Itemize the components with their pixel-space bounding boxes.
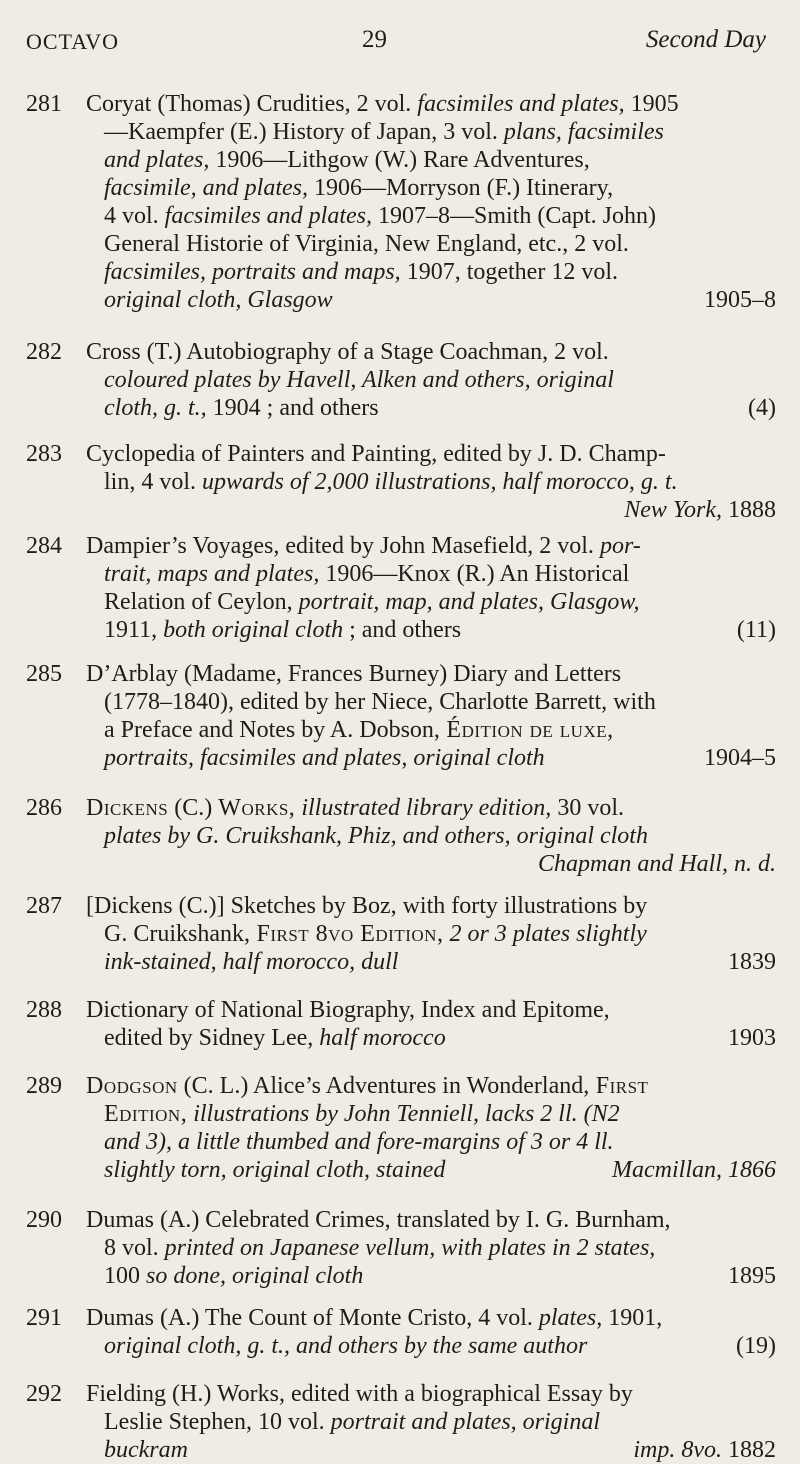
lot-imprint: Macmillan, 1866 (612, 1157, 776, 1183)
lot-text: original cloth, g. t., and others by the same author (19) (104, 1333, 776, 1359)
lot-text: and plates, 1906—Lithgow (W.) Rare Adventures, (104, 147, 590, 173)
lot-imprint: New York, 1888 (624, 497, 776, 523)
lot-number: 282 (26, 339, 62, 365)
lot-entry (26, 996, 776, 1052)
lot-text: facsimile, and plates, 1906—Morryson (F.) Itinerary, (104, 175, 614, 201)
lot-text: General Historie of Virginia, New England, etc., 2 vol. (104, 231, 629, 257)
lot-entry (26, 1072, 776, 1184)
lot-text: Dumas (A.) Celebrated Crimes, translated by I. G. Burnham, (86, 1207, 671, 1233)
lot-text: Leslie Stephen, 10 vol. portrait and plates, original (104, 1409, 600, 1435)
lot-date: 1903 (728, 1025, 776, 1051)
lot-entry (26, 660, 776, 772)
page-number: 29 (362, 26, 387, 53)
lot-number: 285 (26, 661, 62, 687)
lot-text: Relation of Ceylon, portrait, map, and plates, Glasgow, (104, 589, 640, 615)
lot-text: [Dickens (C.)] Sketches by Boz, with forty illustrations by (86, 893, 648, 919)
lot-entry (26, 338, 776, 422)
lot-number: 288 (26, 997, 62, 1023)
lot-number: 284 (26, 533, 62, 559)
lot-number: 289 (26, 1073, 62, 1099)
lot-entry (26, 892, 776, 976)
lot-count: (19) (736, 1333, 776, 1359)
lot-entry (26, 90, 776, 314)
lot-entry (26, 1304, 776, 1360)
lot-text: Cross (T.) Autobiography of a Stage Coachman, 2 vol. (86, 339, 609, 365)
lot-date: 1905–8 (704, 287, 776, 313)
lot-text: D’Arblay (Madame, Frances Burney) Diary and Letters (86, 661, 622, 687)
lot-number: 291 (26, 1305, 62, 1331)
lot-entry (26, 1380, 776, 1464)
lot-text: edited by Sidney Lee, half morocco 1903 (104, 1025, 776, 1051)
lot-text: coloured plates by Havell, Alken and others, original (104, 367, 614, 393)
lot-date: 1839 (728, 949, 776, 975)
lot-count: (4) (748, 395, 776, 421)
lot-imprint: imp. 8vo. 1882 (633, 1437, 776, 1463)
lot-text: trait, maps and plates, 1906—Knox (R.) An Historical (104, 561, 630, 587)
lot-text: slightly torn, original cloth, stained Macmillan, 1866 (104, 1157, 776, 1183)
lot-number: 286 (26, 795, 62, 821)
lot-imprint: Chapman and Hall, n. d. (537, 851, 776, 877)
lot-entry (26, 1206, 776, 1290)
lot-text: and 3), a little thumbed and fore-margins of 3 or 4 ll. (104, 1129, 614, 1155)
lot-text: G. Cruikshank, First 8vo Edition, 2 or 3 plates slightly (104, 921, 647, 947)
lot-text: Coryat (Thomas) Crudities, 2 vol. facsimiles and plates, 1905 (86, 91, 679, 117)
lot-date: 1895 (728, 1263, 776, 1289)
lot-text: portraits, facsimiles and plates, original cloth 1904–5 (104, 745, 776, 771)
lot-text: a Preface and Notes by A. Dobson, Édition de luxe, (104, 717, 614, 743)
lot-text: facsimiles, portraits and maps, 1907, together 12 vol. (104, 259, 618, 285)
lot-date: 1904–5 (704, 745, 776, 771)
lot-text: Dickens (C.) Works, illustrated library edition, 30 vol. (86, 795, 624, 821)
lot-entry (26, 532, 776, 644)
lot-text: Dumas (A.) The Count of Monte Cristo, 4 vol. plates, 1901, (86, 1305, 663, 1331)
lot-text: —Kaempfer (E.) History of Japan, 3 vol. plans, facsimiles (104, 119, 664, 145)
lot-text: Fielding (H.) Works, edited with a biographical Essay by (86, 1381, 633, 1407)
page-header (26, 26, 774, 66)
lot-text: (1778–1840), edited by her Niece, Charlotte Barrett, with (104, 689, 656, 715)
lot-text: 8 vol. printed on Japanese vellum, with plates in 2 states, (104, 1235, 656, 1261)
lot-number: 292 (26, 1381, 62, 1407)
lot-number: 283 (26, 441, 62, 467)
lot-number: 290 (26, 1207, 62, 1233)
lot-text: plates by G. Cruikshank, Phiz, and others, original cloth (104, 823, 648, 849)
lot-text: lin, 4 vol. upwards of 2,000 illustrations, half morocco, g. t. (104, 469, 678, 495)
lot-entry (26, 440, 776, 524)
lot-text: original cloth, Glasgow 1905–8 (104, 287, 776, 313)
lot-text: Edition, illustrations by John Tenniell, lacks 2 ll. (N2 (104, 1101, 620, 1127)
lot-text: Dodgson (C. L.) Alice’s Adventures in Wonderland, First (86, 1073, 649, 1099)
lot-entry (26, 794, 776, 878)
lot-count: (11) (736, 617, 776, 643)
lot-text: 4 vol. facsimiles and plates, 1907–8—Smith (Capt. John) (104, 203, 657, 229)
lot-text: buckram imp. 8vo. 1882 (104, 1437, 776, 1463)
lot-text: Dictionary of National Biography, Index and Epitome, (86, 997, 610, 1023)
lot-text: Dampier’s Voyages, edited by John Masefield, 2 vol. por- (86, 533, 641, 559)
lot-number: 281 (26, 91, 62, 117)
lot-text: 1911, both original cloth ; and others (11) (104, 617, 776, 643)
lot-text: Cyclopedia of Painters and Painting, edited by J. D. Champ- (86, 441, 666, 467)
header-section: OCTAVO (26, 29, 120, 54)
lot-number: 287 (26, 893, 62, 919)
header-sale-day: Second Day (645, 26, 766, 53)
lot-list (26, 90, 776, 1464)
lot-text: cloth, g. t., 1904 ; and others (4) (104, 395, 776, 421)
lot-text: 100 so done, original cloth 1895 (104, 1263, 776, 1289)
lot-text: ink-stained, half morocco, dull 1839 (104, 949, 776, 975)
